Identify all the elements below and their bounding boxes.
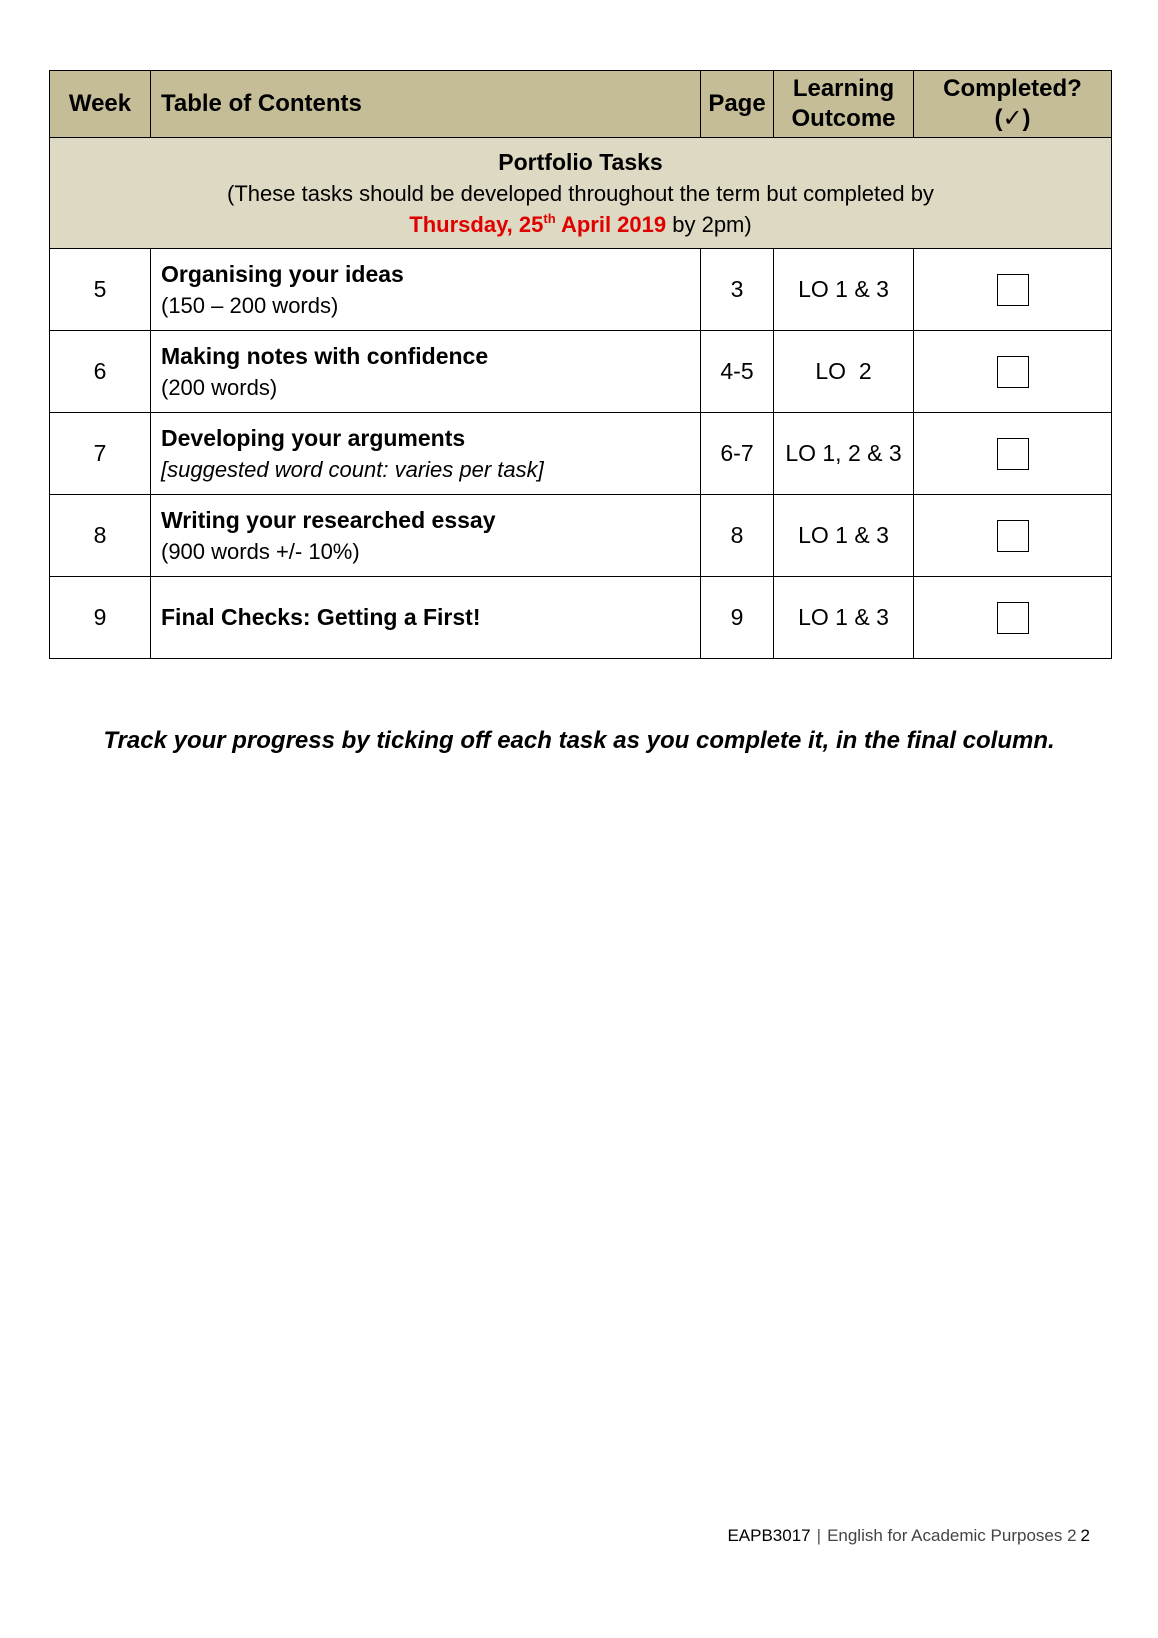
progress-note: Track your progress by ticking off each task as you complete it, in the final column. bbox=[103, 727, 1055, 754]
week-cell: 7 bbox=[50, 413, 151, 495]
topic-cell bbox=[151, 331, 701, 413]
portfolio-tasks-section bbox=[50, 138, 1112, 249]
section-title: Portfolio Tasks bbox=[498, 148, 663, 175]
task-subtitle: (150 – 200 words) bbox=[161, 292, 339, 318]
table-row bbox=[50, 577, 1112, 659]
outcome-cell: LO 1 & 3 bbox=[774, 249, 914, 331]
outcome-cell: LO 1 & 3 bbox=[774, 495, 914, 577]
completed-checkbox[interactable] bbox=[997, 520, 1029, 552]
topic-cell bbox=[151, 413, 701, 495]
page-cell: 8 bbox=[701, 495, 774, 577]
task-subtitle: (200 words) bbox=[161, 374, 278, 400]
deadline-date bbox=[409, 212, 666, 237]
task-title: Making notes with confidence bbox=[161, 342, 489, 369]
header-contents: Table of Contents bbox=[151, 71, 701, 138]
table-of-contents bbox=[49, 70, 1112, 659]
table-row bbox=[50, 413, 1112, 495]
footer-separator: | bbox=[816, 1526, 822, 1545]
outcome-cell: LO 1 & 3 bbox=[774, 577, 914, 659]
page-number: 2 bbox=[1080, 1526, 1090, 1545]
header-page: Page bbox=[701, 71, 774, 138]
page-cell: 4-5 bbox=[701, 331, 774, 413]
page-footer bbox=[727, 1526, 1090, 1546]
week-cell: 5 bbox=[50, 249, 151, 331]
completed-checkbox[interactable] bbox=[997, 274, 1029, 306]
completed-checkbox[interactable] bbox=[997, 438, 1029, 470]
header-row bbox=[50, 71, 1112, 138]
deadline-prefix: Thursday, 25 bbox=[409, 211, 544, 237]
deadline-sup: th bbox=[543, 210, 556, 226]
completed-checkbox[interactable] bbox=[997, 356, 1029, 388]
task-title: Writing your researched essay bbox=[161, 506, 496, 533]
completed-checkbox[interactable] bbox=[997, 602, 1029, 634]
page-cell: 9 bbox=[701, 577, 774, 659]
week-cell: 9 bbox=[50, 577, 151, 659]
table-row bbox=[50, 495, 1112, 577]
deadline-suffix: April 2019 bbox=[555, 211, 667, 237]
task-subtitle: (900 words +/- 10%) bbox=[161, 538, 360, 564]
completed-cell bbox=[914, 495, 1112, 577]
outcome-cell: LO 1, 2 & 3 bbox=[774, 413, 914, 495]
section-line1: (These tasks should be developed throughout the term but completed by bbox=[227, 180, 934, 206]
outcome-cell: LO 2 bbox=[774, 331, 914, 413]
task-title: Final Checks: Getting a First! bbox=[161, 604, 481, 630]
completed-cell bbox=[914, 413, 1112, 495]
topic-cell bbox=[151, 495, 701, 577]
task-title: Developing your arguments bbox=[161, 424, 466, 451]
completed-cell bbox=[914, 249, 1112, 331]
table-row bbox=[50, 249, 1112, 331]
topic-cell bbox=[151, 249, 701, 331]
table-row bbox=[50, 331, 1112, 413]
page-cell: 6-7 bbox=[701, 413, 774, 495]
completed-cell bbox=[914, 577, 1112, 659]
header-learning-outcome bbox=[774, 71, 914, 138]
page-cell: 3 bbox=[701, 249, 774, 331]
header-completed bbox=[914, 71, 1112, 138]
header-completed-line1: Completed? bbox=[943, 75, 1082, 102]
course-code: EAPB3017 bbox=[727, 1526, 811, 1545]
task-subtitle: [suggested word count: varies per task] bbox=[161, 456, 544, 482]
header-week: Week bbox=[50, 71, 151, 138]
week-cell: 6 bbox=[50, 331, 151, 413]
completed-cell bbox=[914, 331, 1112, 413]
week-cell: 8 bbox=[50, 495, 151, 577]
header-outcome-line1: Learning bbox=[792, 75, 895, 102]
header-completed-line2: (✓) bbox=[994, 105, 1031, 132]
header-outcome-line2: Outcome bbox=[791, 105, 896, 132]
task-title: Organising your ideas bbox=[161, 260, 404, 287]
section-line2-end: by 2pm) bbox=[666, 211, 752, 237]
course-name: English for Academic Purposes 2 bbox=[827, 1526, 1077, 1545]
topic-cell bbox=[151, 577, 701, 659]
section-row bbox=[50, 138, 1112, 249]
